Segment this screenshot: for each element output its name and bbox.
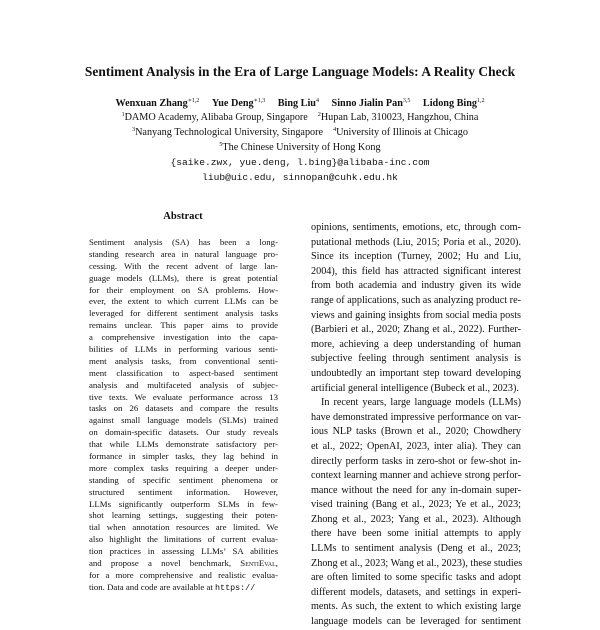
abstract-line: ment classification to aspect-based sentiment xyxy=(89,367,278,378)
author: Lidong Bing$^{1,2}$ xyxy=(422,98,485,109)
abstract-line: ment analysis tasks, from conventional senti- xyxy=(89,355,278,366)
abstract-line: on domain-specific datasets. Our study reveals xyxy=(89,427,278,438)
abstract-line: analysis and multifaceted analysis of subjec- xyxy=(89,379,278,390)
abstract-line: standing of specific sentiment phenomena or xyxy=(89,474,278,485)
abstract-line: also highlight the limitations of current evalua- xyxy=(89,534,278,545)
body-line: opinions, sentiments, emotions, etc, through com- xyxy=(311,222,521,233)
abstract-line: more complex tasks requiring a deeper under- xyxy=(89,462,278,473)
author: Wenxuan Zhang$^{∗1,2}$ xyxy=(115,98,200,109)
body-line: undoubtedly an important step toward developing xyxy=(311,367,521,379)
abstract-line: formance in simpler tasks, they lag behind in xyxy=(89,451,278,462)
abstract-line: leveraged for different sentiment analysis tasks xyxy=(89,308,278,319)
abstract-line: tion. Data and code are available at https:// xyxy=(89,581,256,593)
abstract-line: and propose a novel benchmark, SentiEval, xyxy=(89,558,278,569)
abstract-line: tial when annotation resources are limited. We xyxy=(89,522,278,533)
author: Yue Deng$^{∗1,3}$ xyxy=(211,98,266,109)
body-line: have demonstrated impressive performance on var- xyxy=(311,411,521,423)
abstract-line: that while LLMs demonstrate satisfactory per- xyxy=(89,439,278,450)
body-line: directly perform tasks in zero-shot or few-shot in- xyxy=(311,455,521,467)
abstract-line: standing research area in natural language pro- xyxy=(89,248,278,259)
abstract-heading: Abstract xyxy=(163,211,203,222)
body-line: language models can be leveraged for sentiment xyxy=(311,616,521,628)
affiliation-line: $^3$Nanyang Technological University, Singapore $^4$University of Illinois at Chicago xyxy=(132,127,468,138)
body-line: mance without the need for any in-domain super- xyxy=(311,484,521,496)
abstract-line: Sentiment analysis (SA) has been a long- xyxy=(89,237,278,247)
author: Sinno Jialin Pan$^{3,5}$ xyxy=(331,98,411,109)
body-line: views and gaining insights from social media posts xyxy=(311,309,521,321)
abstract-line: ever, the extent to which current LLMs can be xyxy=(89,296,278,307)
author-list xyxy=(0,98,600,109)
abstract-line: remains unclear. This paper aims to provide xyxy=(89,320,278,331)
body-line: et al., 2022; OpenAI, 2023, inter alia). They can xyxy=(311,440,521,452)
body-line: Zhong et al., 2023; Yang et al., 2023). Although xyxy=(311,513,521,525)
body-line: range of applications, such as analyzing product re- xyxy=(311,294,521,306)
abstract-line: structured sentiment information. However, xyxy=(89,486,278,497)
body-line: ments. As such, the extent to which existing large xyxy=(311,601,521,613)
abstract-line: tion practices in assessing LLMs’ SA abilities xyxy=(89,546,278,557)
body-line: different models, datasets, and settings in experi- xyxy=(311,586,521,598)
body-line: from both academia and industry given its wide xyxy=(311,280,521,292)
abstract-line: a comprehensive investigation into the capa- xyxy=(89,332,278,343)
body-line: more, achieving a deep understanding of human xyxy=(311,338,521,350)
abstract-line: cessing. With the recent advent of large lan- xyxy=(89,260,278,271)
body-line: context learning manner and achieve strong perfor- xyxy=(311,470,521,482)
body-line: Zhong et al., 2023; Wang et al., 2023), these studies xyxy=(311,557,523,569)
body-line: In recent years, large language models (LLMs) xyxy=(321,397,521,409)
abstract-line: guage models (LLMs), there is great potential xyxy=(89,272,278,283)
body-line: ious NLP tasks (Brown et al., 2020; Chowdhery xyxy=(311,426,521,438)
body-line: artificial general intelligence (Bubeck et al., 2023). xyxy=(311,382,519,394)
abstract-body xyxy=(89,237,278,594)
body-line: putational methods (Liu, 2015; Poria et al., 2020). xyxy=(311,236,521,248)
author: Bing Liu$^4$ xyxy=(277,98,319,109)
abstract-line: bilities of LLMs in performing various senti- xyxy=(89,344,278,355)
body-line: there have been some initial attempts to apply xyxy=(311,528,521,540)
body-line: subjective feeling through sentiment analysis is xyxy=(311,353,521,365)
abstract-line: tasks on 26 datasets and compare the results xyxy=(89,403,278,414)
affiliation-line: $^1$DAMO Academy, Alibaba Group, Singapore $^2$Hupan Lab, 310023, Hangzhou, China xyxy=(121,112,479,123)
abstract-line: against small language models (SLMs) trained xyxy=(89,415,278,426)
abstract-line: for a more comprehensive and realistic evalua- xyxy=(89,569,278,580)
body-line: LLMs to sentiment analysis (Deng et al., 2023; xyxy=(311,543,521,555)
abstract-line: shot learning settings, suggesting their poten- xyxy=(89,510,278,521)
email-line: liub@uic.edu, sinnopan@cuhk.edu.hk xyxy=(202,172,398,183)
introduction-column xyxy=(311,221,521,630)
abstract-line: tive texts. We evaluate performance across 13 xyxy=(89,391,278,402)
body-line: are often limited to some specific tasks and adopt xyxy=(311,572,521,584)
paper-title: Sentiment Analysis in the Era of Large Language Models: A Reality Check xyxy=(84,64,516,79)
body-line: (Barbieri et al., 2020; Zhang et al., 2022). Further- xyxy=(311,324,521,336)
email-line: {saike.zwx, yue.deng, l.bing}@alibaba-inc.com xyxy=(170,157,430,168)
benchmark-name: SentiEval xyxy=(240,558,276,569)
abstract-line: for their employment on SA problems. How- xyxy=(89,284,278,295)
abstract-line: LLMs significantly outperform SLMs in few- xyxy=(89,498,278,509)
body-line: vised training (Bang et al., 2023; Ye et al., 2023; xyxy=(311,499,521,511)
affiliation-line: $^5$The Chinese University of Hong Kong xyxy=(219,142,381,153)
code-url[interactable]: https:// xyxy=(215,582,256,593)
body-line: 2004), this field has attracted significant interest xyxy=(311,265,521,277)
body-line: Since its inception (Turney, 2002; Hu and Liu, xyxy=(311,251,521,263)
